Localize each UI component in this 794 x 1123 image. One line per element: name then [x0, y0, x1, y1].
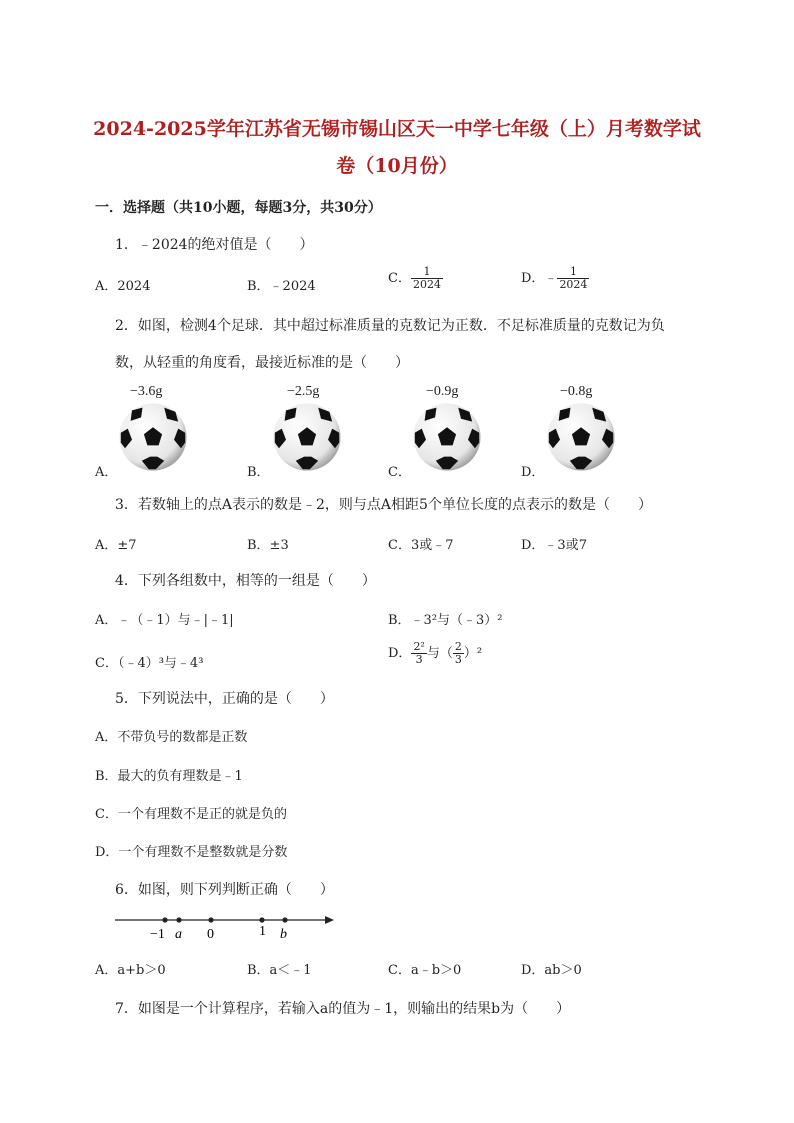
question-2-line1: 2．如图，检测4个足球．其中超过标准质量的克数记为正数．不足标准质量的克数记为负 — [115, 318, 665, 334]
q5-option-d: D．一个有理数不是整数就是分数 — [95, 845, 288, 860]
q1-c-denominator: 2024 — [412, 278, 441, 291]
q4-option-c: C．（﹣4）³与﹣4³ — [95, 656, 204, 671]
q2-option-d: D． — [521, 465, 545, 480]
q4-d-fraction-1 — [411, 641, 426, 666]
q2-option-c: C． — [388, 465, 411, 480]
q6-option-d: D．ab＞0 — [521, 963, 582, 978]
axis-label-minus-one: −1 — [150, 927, 165, 942]
soccer-ball-icon — [272, 402, 342, 472]
section-heading: 一．选择题（共10小题，每题3分，共30分） — [95, 200, 382, 216]
question-5-stem: 5．下列说法中，正确的是（ ） — [115, 691, 334, 707]
question-4-stem: 4．下列各组数中，相等的一组是（ ） — [115, 573, 376, 589]
q4-option-b: B．﹣3²与（﹣3）² — [388, 613, 503, 628]
q4-d-fraction-2 — [453, 641, 464, 666]
question-3-stem: 3．若数轴上的点A表示的数是﹣2，则与点A相距5个单位长度的点表示的数是（ ） — [115, 497, 652, 513]
q1-option-d-prefix: D．﹣ — [521, 271, 558, 286]
ball-4-weight-label: −0.8g — [560, 384, 593, 399]
exam-title-line1: 2024-2025学年江苏省无锡市锡山区天一中学七年级（上）月考数学试 — [93, 118, 701, 140]
q1-option-c-prefix: C． — [388, 271, 411, 286]
axis-label-a: a — [175, 927, 182, 942]
q4-d-den2: 3 — [454, 653, 462, 666]
q4-d-den1: 3 — [411, 653, 426, 666]
q6-option-b: B．a＜﹣1 — [247, 963, 312, 978]
q5-option-a: A．不带负号的数都是正数 — [95, 730, 248, 745]
q5-option-c: C．一个有理数不是正的就是负的 — [95, 807, 287, 822]
q4-option-a: A．﹣（﹣1）与﹣|﹣1| — [95, 613, 234, 628]
question-1-stem: 1．﹣2024的绝对值是（ ） — [115, 237, 314, 253]
q1-option-d-fraction — [557, 266, 589, 291]
question-7-stem: 7．如图是一个计算程序，若输入a的值为﹣1，则输出的结果b为（ ） — [115, 1001, 571, 1017]
ball-3-weight-label: −0.9g — [426, 384, 459, 399]
q2-option-b: B． — [247, 465, 270, 480]
axis-label-zero: 0 — [207, 927, 214, 942]
q4-option-d-end: ）² — [463, 646, 483, 661]
q1-d-numerator: 1 — [569, 265, 577, 278]
q2-option-a: A． — [95, 465, 118, 480]
soccer-ball-icon — [546, 402, 616, 472]
ball-2-weight-label: −2.5g — [287, 384, 320, 399]
soccer-ball-icon — [118, 402, 188, 472]
ball-1-weight-label: −3.6g — [130, 384, 163, 399]
q6-option-c: C．a﹣b＞0 — [388, 963, 462, 978]
exam-title-line2: 卷（10月份） — [336, 155, 458, 177]
question-2-line2: 数，从轻重的角度看，最接近标准的是（ ） — [115, 355, 409, 371]
q3-option-c: C．3或﹣7 — [388, 538, 454, 553]
q4-option-d-prefix: D． — [388, 646, 412, 661]
q3-option-b: B．±3 — [247, 538, 289, 553]
question-6-stem: 6．如图，则下列判断正确（ ） — [115, 882, 334, 898]
axis-label-b: b — [280, 927, 287, 942]
q4-option-d-mid: 与（ — [426, 646, 453, 661]
q1-option-c-fraction — [411, 266, 443, 291]
q4-d-num2: 2 — [454, 640, 462, 653]
q3-option-d: D．﹣3或7 — [521, 538, 587, 553]
q1-option-d — [521, 266, 589, 291]
q1-c-numerator: 1 — [423, 265, 431, 278]
q4-option-d — [388, 641, 482, 666]
q4-d-num1: 2² — [413, 640, 425, 653]
number-line-diagram — [112, 910, 342, 942]
q6-option-a: A．a+b＞0 — [95, 963, 166, 978]
q3-option-a: A．±7 — [95, 538, 137, 553]
axis-label-one: 1 — [259, 924, 266, 939]
q1-option-a: A．2024 — [95, 279, 151, 294]
q1-option-c — [388, 266, 443, 291]
q1-option-b: B．﹣2024 — [247, 279, 316, 294]
q1-d-denominator: 2024 — [559, 278, 588, 291]
q5-option-b: B．最大的负有理数是﹣1 — [95, 769, 243, 784]
soccer-ball-icon — [412, 402, 482, 472]
